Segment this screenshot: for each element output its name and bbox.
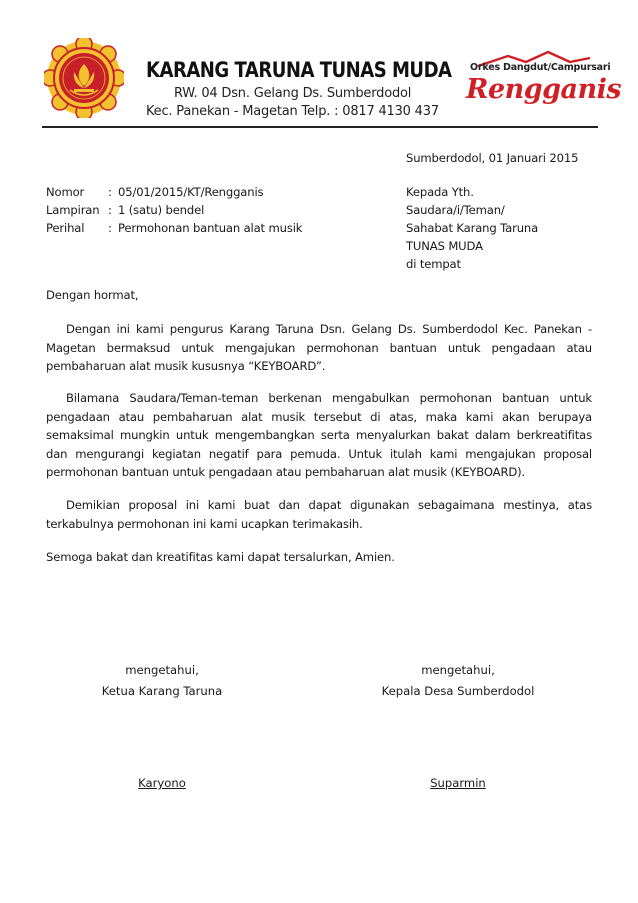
meta-value-lampiran: 1 (satu) bendel xyxy=(118,203,205,217)
brand-tagline: Orkes Dangdut/Campursari xyxy=(470,62,611,73)
body-paragraph-3: Demikian proposal ini kami buat dan dapat digunakan sebagaimana mestinya, atas terkabulnya permohonan ini kami ucapkan terimakasih. xyxy=(46,498,592,531)
signature-left-title: Ketua Karang Taruna xyxy=(101,684,223,698)
letterhead-divider xyxy=(42,126,598,128)
closing-line: Semoga bakat dan kreatifitas kami dapat tersalurkan, Amien. xyxy=(46,550,395,564)
addressee-line: TUNAS MUDA xyxy=(406,239,483,253)
signature-right-title: Kepala Desa Sumberdodol xyxy=(381,684,535,698)
meta-value-perihal: Permohonan bantuan alat musik xyxy=(118,221,303,235)
addressee-line: Kepada Yth. xyxy=(406,185,474,199)
body-paragraph-2: Bilamana Saudara/Teman-teman berkenan mengabulkan permohonan bantuan untuk pengadaan atau pembaharuan alat musik tersebut di atas, maka kami akan berupaya semaksimal mungkin untuk mengembangkan serta menyalurkan bakat dalam berkreatifitas dan mengurangi kegiatan negatif para pemuda. Untuk itulah kami mengajukan proposal permohonan bantuan untuk pengadaan atau pembaharuan alat musik (KEYBOARD). xyxy=(46,391,592,480)
org-name: KARANG TARUNA TUNAS MUDA xyxy=(146,58,452,82)
greeting: Dengan hormat, xyxy=(46,288,139,302)
meta-label-nomor: Nomor xyxy=(46,185,85,199)
meta-colon: : xyxy=(108,221,112,235)
signature-right-label: mengetahui, xyxy=(421,663,495,677)
meta-colon: : xyxy=(108,185,112,199)
addressee-line: Sahabat Karang Taruna xyxy=(406,221,539,235)
address-line-2: Kec. Panekan - Magetan Telp. : 0817 4130 437 xyxy=(146,104,439,119)
karang-taruna-logo-icon xyxy=(44,38,124,118)
meta-label-perihal: Perihal xyxy=(46,221,85,235)
meta-label-lampiran: Lampiran xyxy=(46,203,100,217)
signature-left-name: Karyono xyxy=(138,776,186,790)
brand-name: Rengganis xyxy=(466,74,622,105)
addressee-line: Saudara/i/Teman/ xyxy=(406,203,505,217)
signature-right-name: Suparmin xyxy=(430,776,486,790)
address-line-1: RW. 04 Dsn. Gelang Ds. Sumberdodol xyxy=(174,86,412,101)
signature-left-label: mengetahui, xyxy=(125,663,199,677)
body-paragraph-1: Dengan ini kami pengurus Karang Taruna Dsn. Gelang Ds. Sumberdodol Kec. Panekan - Magetan bermaksud untuk mengajukan permohonan bantuan untuk pengadaan atau pembaharuan alat musik kususnya “KEYBOARD”. xyxy=(46,322,592,374)
letter-date: Sumberdodol, 01 Januari 2015 xyxy=(406,151,579,165)
meta-value-nomor: 05/01/2015/KT/Rengganis xyxy=(118,185,264,199)
addressee-line: di tempat xyxy=(406,257,461,271)
meta-colon: : xyxy=(108,203,112,217)
